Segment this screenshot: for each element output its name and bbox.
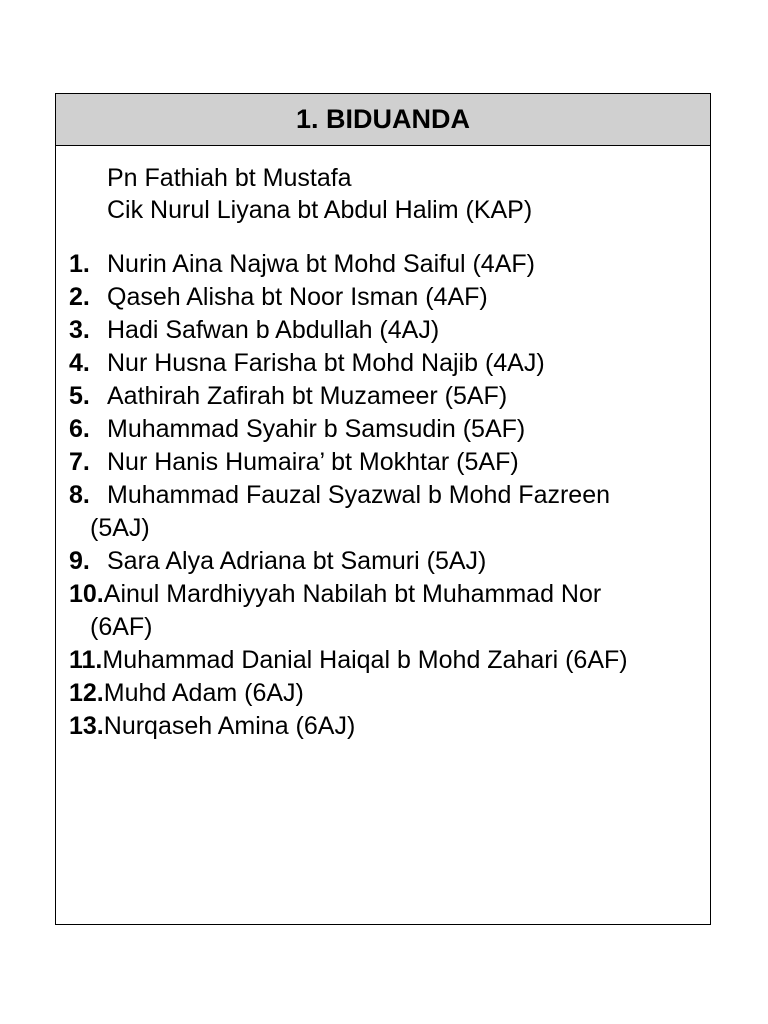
teacher-name: Pn Fathiah bt Mustafa — [107, 164, 352, 192]
student-list — [56, 248, 710, 743]
item-number: 12. — [69, 679, 104, 707]
student-name: Nur Husna Farisha bt Mohd Najib (4AJ) — [107, 349, 545, 377]
student-name: Nur Hanis Humaira’ bt Mokhtar (5AF) — [107, 448, 519, 476]
item-number: 5. — [69, 382, 90, 410]
student-name: Nurqaseh Amina (6AJ) — [103, 712, 356, 740]
group-title: 1. BIDUANDA — [295, 104, 470, 134]
student-name: Muhammad Fauzal Syazwal b Mohd Fazreen — [107, 481, 611, 509]
item-number: 13. — [69, 712, 104, 740]
list-item — [56, 314, 710, 347]
student-name: Qaseh Alisha bt Noor Isman (4AF) — [107, 283, 488, 311]
list-item — [56, 644, 710, 677]
group-table — [55, 93, 711, 925]
item-number: 8. — [69, 481, 90, 509]
list-item — [56, 710, 710, 743]
student-name: Sara Alya Adriana bt Samuri (5AJ) — [107, 547, 487, 575]
item-number: 1. — [69, 250, 90, 278]
list-item — [56, 677, 710, 710]
student-class-continued: (6AF) — [90, 613, 153, 641]
table-body — [56, 146, 710, 743]
list-item — [56, 578, 710, 644]
list-item — [56, 446, 710, 479]
student-name: Muhammad Danial Haiqal b Mohd Zahari (6AF) — [102, 646, 628, 674]
item-number: 6. — [69, 415, 90, 443]
student-name: Hadi Safwan b Abdullah (4AJ) — [107, 316, 440, 344]
student-name: Muhammad Syahir b Samsudin (5AF) — [107, 415, 526, 443]
teacher-name: Cik Nurul Liyana bt Abdul Halim (KAP) — [107, 196, 533, 224]
item-number: 4. — [69, 349, 90, 377]
list-item — [56, 347, 710, 380]
list-item — [56, 479, 710, 545]
item-number: 7. — [69, 448, 90, 476]
list-item — [56, 545, 710, 578]
student-class-continued: (5AJ) — [90, 514, 150, 542]
student-name: Ainul Mardhiyyah Nabilah bt Muhammad Nor — [103, 580, 602, 608]
list-item — [56, 248, 710, 281]
list-item — [56, 380, 710, 413]
student-name: Nurin Aina Najwa bt Mohd Saiful (4AF) — [107, 250, 535, 278]
item-number: 9. — [69, 547, 90, 575]
item-number: 3. — [69, 316, 90, 344]
list-item — [56, 413, 710, 446]
item-number: 2. — [69, 283, 90, 311]
student-name: Aathirah Zafirah bt Muzameer (5AF) — [107, 382, 508, 410]
list-item — [56, 281, 710, 314]
table-header — [56, 94, 710, 146]
teacher-list — [56, 162, 710, 226]
item-number: 10. — [69, 580, 104, 608]
student-name: Muhd Adam (6AJ) — [103, 679, 304, 707]
item-number: 11. — [69, 646, 103, 674]
